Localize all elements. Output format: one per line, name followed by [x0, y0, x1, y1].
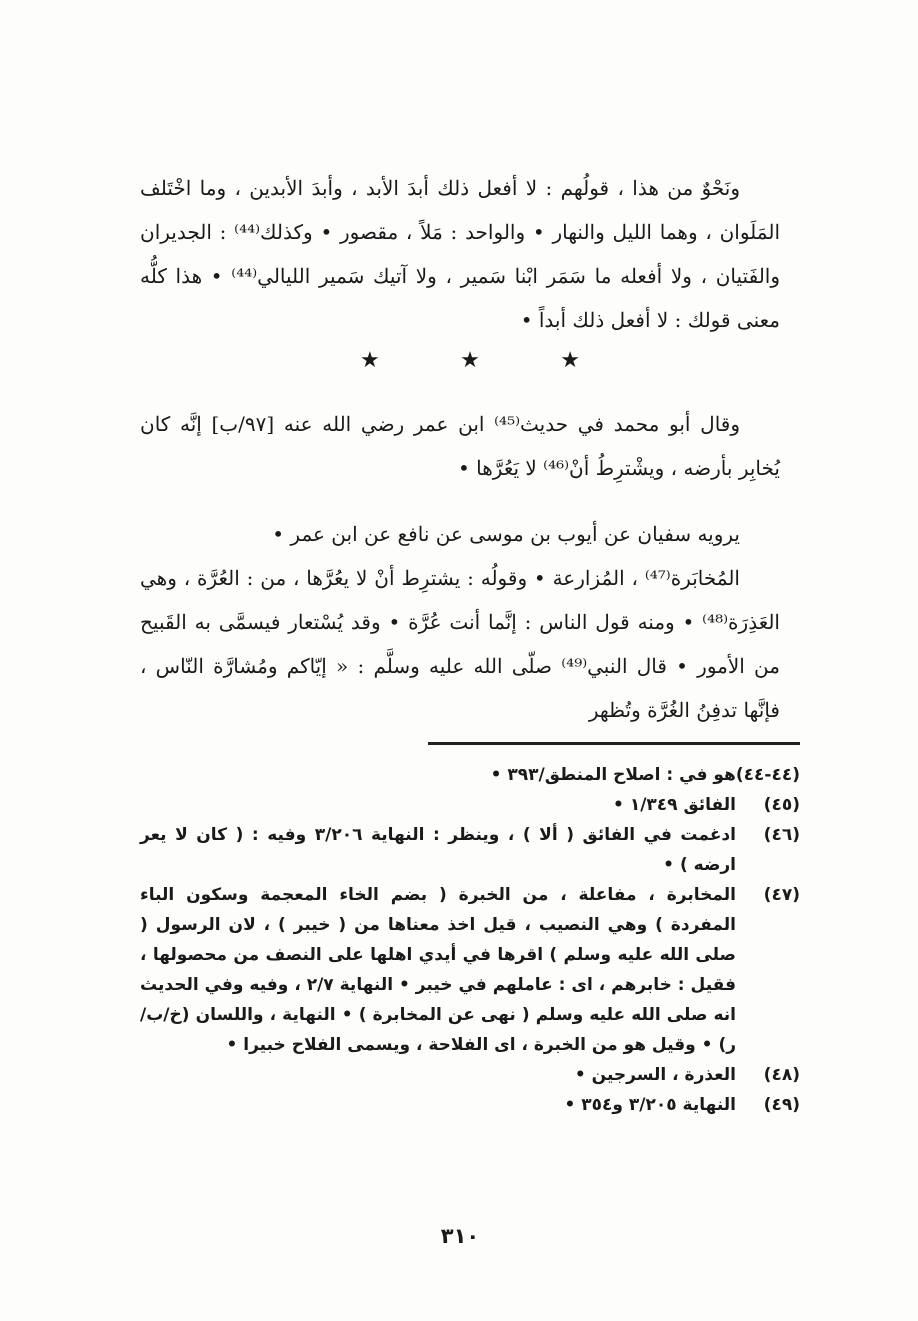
- footnote-number: (٤٩): [763, 1095, 800, 1115]
- footnote-text: الفائق ١/٣٤٩ •: [613, 795, 736, 815]
- footnote-item: [140, 1060, 800, 1090]
- footnote-text: العذرة ، السرجين •: [574, 1065, 736, 1085]
- footnote-item: [140, 820, 800, 880]
- footnote-item: [140, 790, 800, 820]
- main-text-paragraph-4: [140, 556, 780, 732]
- footnote-separator: [428, 742, 800, 745]
- footnote-text: المخابرة ، مفاعلة ، من الخبرة ( بضم الخاء المعجمة وسكون الباء المفردة ) وهي النصيب ، قيل اخذ معناها من ( خيبر ) ، لان الرسول ( صلى الله عليه وسلم ) اقرها في أيدي اهلها على النصف من محصولها ، فقيل : خابرهم ، اى : عاملهم في خيبر • النهاية ٢/٧ ، وفيه وفي الحديث انه صلى الله عليه وسلم ( نهى عن المخابرة ) • النهاية ، واللسان (خ/ب/ر) • وقيل هو من الخبرة ، اى الفلاحة ، ويسمى الفلاح خبيرا •: [140, 885, 737, 1055]
- footnote-item: [140, 880, 800, 1060]
- paragraph-text: ونَحْوٌ من هذا ، قولُهم : لا أفعل ذلك أبدَ الأبد ، وأبدَ الأبدين ، وما اخْتَلف المَلَوان ، وهما الليل والنهار • والواحد : مَلاً ، مقصور • وكذلك⁽⁴⁴⁾ : الجديران والفَتيان ، ولا أفعله ما سَمَر ابْنا سَمير ، ولا آتيك سَمير الليالي⁽⁴⁴⁾ • هذا كلُّه معنى قولك : لا أفعل ذلك أبداً •: [140, 176, 781, 332]
- footnote-item: [140, 760, 800, 790]
- footnote-number: (٤٤-٤٤): [735, 765, 800, 785]
- footnote-text: النهاية ٣/٢٠٥ و٣٥٤ •: [564, 1095, 736, 1115]
- paragraph-text: وقال أبو محمد في حديث⁽⁴⁵⁾ ابن عمر رضي الله عنه [٩٧/ب] إنَّه كان يُخابِر بأرضه ، ويشْترِطُ أنْ⁽⁴⁶⁾ لا يَعُرَّها •: [140, 412, 780, 480]
- main-text-paragraph-3: [140, 512, 780, 556]
- main-text-paragraph-1: [140, 166, 780, 342]
- footnote-number: (٤٧): [763, 885, 800, 905]
- star-icon: ★: [360, 347, 380, 373]
- footnote-number: (٤٥): [763, 795, 800, 815]
- main-text-paragraph-2: [140, 402, 780, 490]
- page-number: ٣١٠: [440, 1224, 480, 1248]
- footnote-text: هو في : اصلاح المنطق/٣٩٣ •: [490, 765, 736, 785]
- footnote-item: [140, 1090, 800, 1120]
- footnotes: [140, 760, 800, 1120]
- section-divider-stars: [360, 340, 580, 380]
- footnote-number: (٤٦): [763, 825, 800, 845]
- paragraph-text: المُخابَرة⁽⁴⁷⁾ ، المُزارعة • وقولُه : يشترِط أنْ لا يعُرَّها ، من : العُرَّة ، وهي العَذِرَة⁽⁴⁸⁾ • ومنه قول الناس : إنَّما أنت عُرَّة • وقد يُسْتعار فيسمَّى به القَبيح من الأمور • قال النبي⁽⁴⁹⁾ صلّى الله عليه وسلَّم : « إيّاكم ومُشارَّة النّاس ، فإنَّها تدفِنُ الغُرَّة وتُظهر: [140, 566, 780, 722]
- star-icon: ★: [460, 347, 480, 373]
- star-icon: ★: [560, 347, 580, 373]
- paragraph-text: يرويه سفيان عن أيوب بن موسى عن نافع عن ابن عمر •: [272, 522, 740, 546]
- footnote-number: (٤٨): [763, 1065, 800, 1085]
- footnote-text: ادغمت في الفائق ( ألا ) ، وينظر : النهاية ٣/٢٠٦ وفيه : ( كان لا يعر ارضه ) •: [140, 825, 736, 875]
